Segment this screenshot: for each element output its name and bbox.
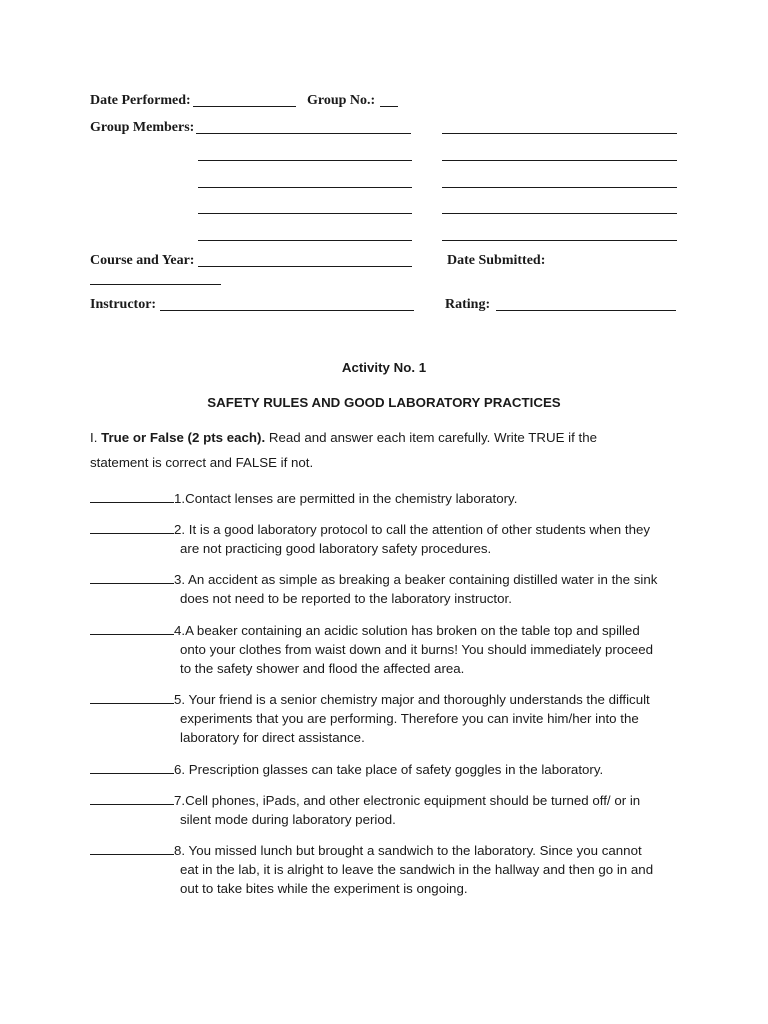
group-member-field[interactable] (442, 187, 677, 188)
answer-blank[interactable] (90, 761, 174, 774)
group-member-field[interactable] (442, 160, 677, 161)
question-text: 8. You missed lunch but brought a sandwich to the laboratory. Since you cannot (174, 843, 642, 858)
group-member-field[interactable] (198, 240, 412, 241)
answer-blank[interactable] (90, 490, 174, 503)
question-item (90, 690, 690, 747)
group-member-field[interactable] (442, 133, 677, 134)
question-text: 1.Contact lenses are permitted in the chemistry laboratory. (174, 491, 518, 506)
course-year-field[interactable] (198, 266, 412, 267)
question-text: 5. Your friend is a senior chemistry major and thoroughly understands the difficult (174, 692, 650, 707)
question-text: 2. It is a good laboratory protocol to call the attention of other students when they (174, 522, 651, 537)
group-member-field[interactable] (198, 160, 412, 161)
answer-blank[interactable] (90, 842, 174, 855)
question-item (90, 791, 690, 829)
date-submitted-label: Date Submitted: (447, 253, 546, 268)
question-text: 6. Prescription glasses can take place of safety goggles in the laboratory. (174, 762, 604, 777)
question-text: 3. An accident as simple as breaking a beaker containing distilled water in the sink (174, 572, 658, 587)
instructions-line-2: statement is correct and FALSE if not. (90, 455, 314, 470)
question-text-cont: onto your clothes from waist down and it burns! You should immediately proceed (180, 642, 654, 657)
instructions-text: Read and answer each item carefully. Write TRUE if the (268, 430, 597, 445)
rating-field[interactable] (496, 310, 676, 311)
date-performed-label: Date Performed: (90, 93, 191, 108)
question-text-cont: to the safety shower and flood the affected area. (180, 661, 465, 676)
date-performed-field[interactable] (193, 106, 296, 107)
activity-title: SAFETY RULES AND GOOD LABORATORY PRACTICES (207, 395, 561, 410)
group-member-field[interactable] (442, 240, 677, 241)
question-text-cont: silent mode during laboratory period. (180, 812, 396, 827)
question-item (90, 841, 690, 898)
group-member-field[interactable] (442, 213, 677, 214)
date-submitted-field[interactable] (90, 284, 221, 285)
group-member-field[interactable] (198, 213, 412, 214)
instructor-label: Instructor: (90, 297, 157, 312)
question-text: 7.Cell phones, iPads, and other electronic equipment should be turned off/ or in (174, 793, 641, 808)
question-text-cont: experiments that you are performing. Therefore you can invite him/her into the (180, 711, 639, 726)
answer-blank[interactable] (90, 792, 174, 805)
answer-blank[interactable] (90, 691, 174, 704)
question-text-cont: eat in the lab, it is alright to leave the sandwich in the hallway and then go in and (180, 862, 654, 877)
instructions-line-1 (90, 430, 678, 445)
question-text-cont: laboratory for direct assistance. (180, 730, 365, 745)
question-text-cont: does not need to be reported to the laboratory instructor. (180, 591, 512, 606)
instructions-roman: I. (90, 430, 98, 445)
question-item (90, 489, 690, 508)
group-members-label: Group Members: (90, 120, 195, 135)
answer-blank[interactable] (90, 622, 174, 635)
instructions-bold: True or False (2 pts each). (101, 430, 266, 445)
rating-label: Rating: (445, 297, 491, 312)
activity-number: Activity No. 1 (341, 360, 427, 375)
course-year-label: Course and Year: (90, 253, 195, 268)
group-member-field[interactable] (196, 133, 411, 134)
answer-blank[interactable] (90, 521, 174, 534)
question-item (90, 760, 690, 779)
answer-blank[interactable] (90, 571, 174, 584)
question-text: 4.A beaker containing an acidic solution has broken on the table top and spilled (174, 623, 640, 638)
question-item (90, 570, 690, 608)
question-item (90, 520, 690, 558)
group-no-label: Group No.: (307, 93, 376, 108)
group-no-field[interactable] (380, 106, 398, 107)
question-text-cont: out to take bites while the experiment is ongoing. (180, 881, 468, 896)
instructor-field[interactable] (160, 310, 414, 311)
question-item (90, 621, 690, 678)
question-text-cont: are not practicing good laboratory safety procedures. (180, 541, 492, 556)
group-member-field[interactable] (198, 187, 412, 188)
